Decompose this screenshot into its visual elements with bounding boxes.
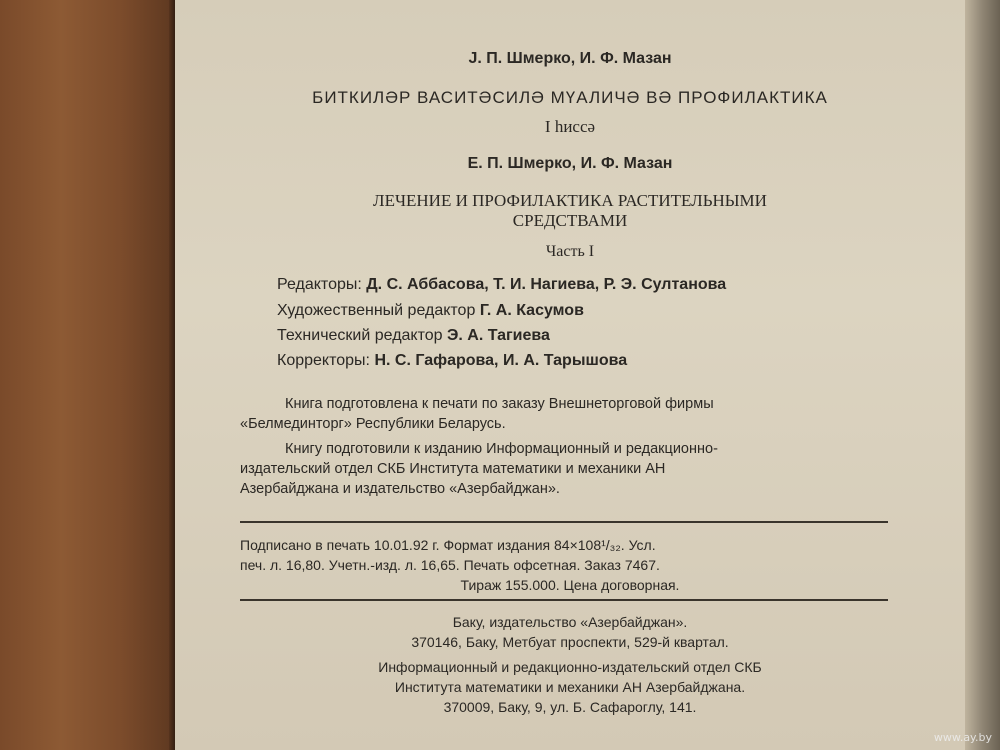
russian-part: Часть I (545, 243, 595, 260)
russian-authors: Е. П. Шмерко, И. Ф. Мазан (467, 155, 673, 172)
editors-names: Д. С. Аббасова, Т. И. Нагиева, Р. Э. Султанова (366, 276, 727, 293)
publisher-line4: Института математики и механики АН Азербайджана. (394, 679, 746, 695)
site-watermark: www.ay.by (933, 731, 992, 744)
azeri-title: БИТКИЛӘР ВАСИТӘСИЛӘ МҮАЛИЧӘ ВӘ ПРОФИЛАКТИКА (312, 88, 828, 107)
editors-label: Редакторы: (277, 276, 362, 293)
note-p1-line1: Книга подготовлена к печати по заказу Внешнеторговой фирмы (285, 396, 714, 412)
imprint-line3: Тираж 155.000. Цена договорная. (460, 577, 680, 593)
editors-line (277, 276, 726, 294)
russian-title-line1: ЛЕЧЕНИЕ И ПРОФИЛАКТИКА РАСТИТЕЛЬНЫМИ (373, 191, 767, 210)
correctors-names: Н. С. Гафарова, И. А. Тарышова (374, 352, 628, 369)
art-editor-label: Художественный редактор (277, 302, 476, 319)
tech-editor-label: Технический редактор (277, 327, 443, 344)
imprint-top-rule (240, 521, 888, 523)
correctors-label: Корректоры: (277, 352, 370, 369)
book-page (175, 0, 965, 750)
publisher-line2: 370146, Баку, Метбуат проспекти, 529-й квартал. (411, 634, 729, 650)
correctors-line (277, 352, 627, 370)
publisher-line3: Информационный и редакционно-издательский отдел СКБ (378, 659, 762, 675)
note-p2-line1: Книгу подготовили к изданию Информационный и редакционно- (285, 441, 718, 457)
russian-title-line2: СРЕДСТВАМИ (512, 211, 628, 230)
page-edge-shadow (965, 0, 1000, 750)
imprint-line2: печ. л. 16,80. Учетн.-изд. л. 16,65. Печать офсетная. Заказ 7467. (240, 557, 660, 573)
publisher-line1: Баку, издательство «Азербайджан». (452, 614, 688, 630)
note-p2-line2: издательский отдел СКБ Института математики и механики АН (240, 461, 666, 477)
imprint-bottom-rule (240, 599, 888, 601)
art-editor-name: Г. А. Касумов (479, 302, 584, 319)
tech-editor-line (277, 327, 550, 345)
imprint-line1: Подписано в печать 10.01.92 г. Формат издания 84×108¹/₃₂. Усл. (240, 537, 656, 553)
book-binding (0, 0, 175, 750)
azeri-authors: Ј. П. Шмерко, И. Ф. Мазан (468, 50, 672, 67)
note-p2-line3: Азербайджана и издательство «Азербайджан». (240, 481, 560, 497)
tech-editor-name: Э. А. Тагиева (447, 327, 550, 344)
note-p1-line2: «Белмединторг» Республики Беларусь. (240, 416, 506, 432)
art-editor-line (277, 302, 584, 320)
publisher-line5: 370009, Баку, 9, ул. Б. Сафароглу, 141. (443, 699, 697, 715)
azeri-part: I һиссә (544, 117, 596, 136)
